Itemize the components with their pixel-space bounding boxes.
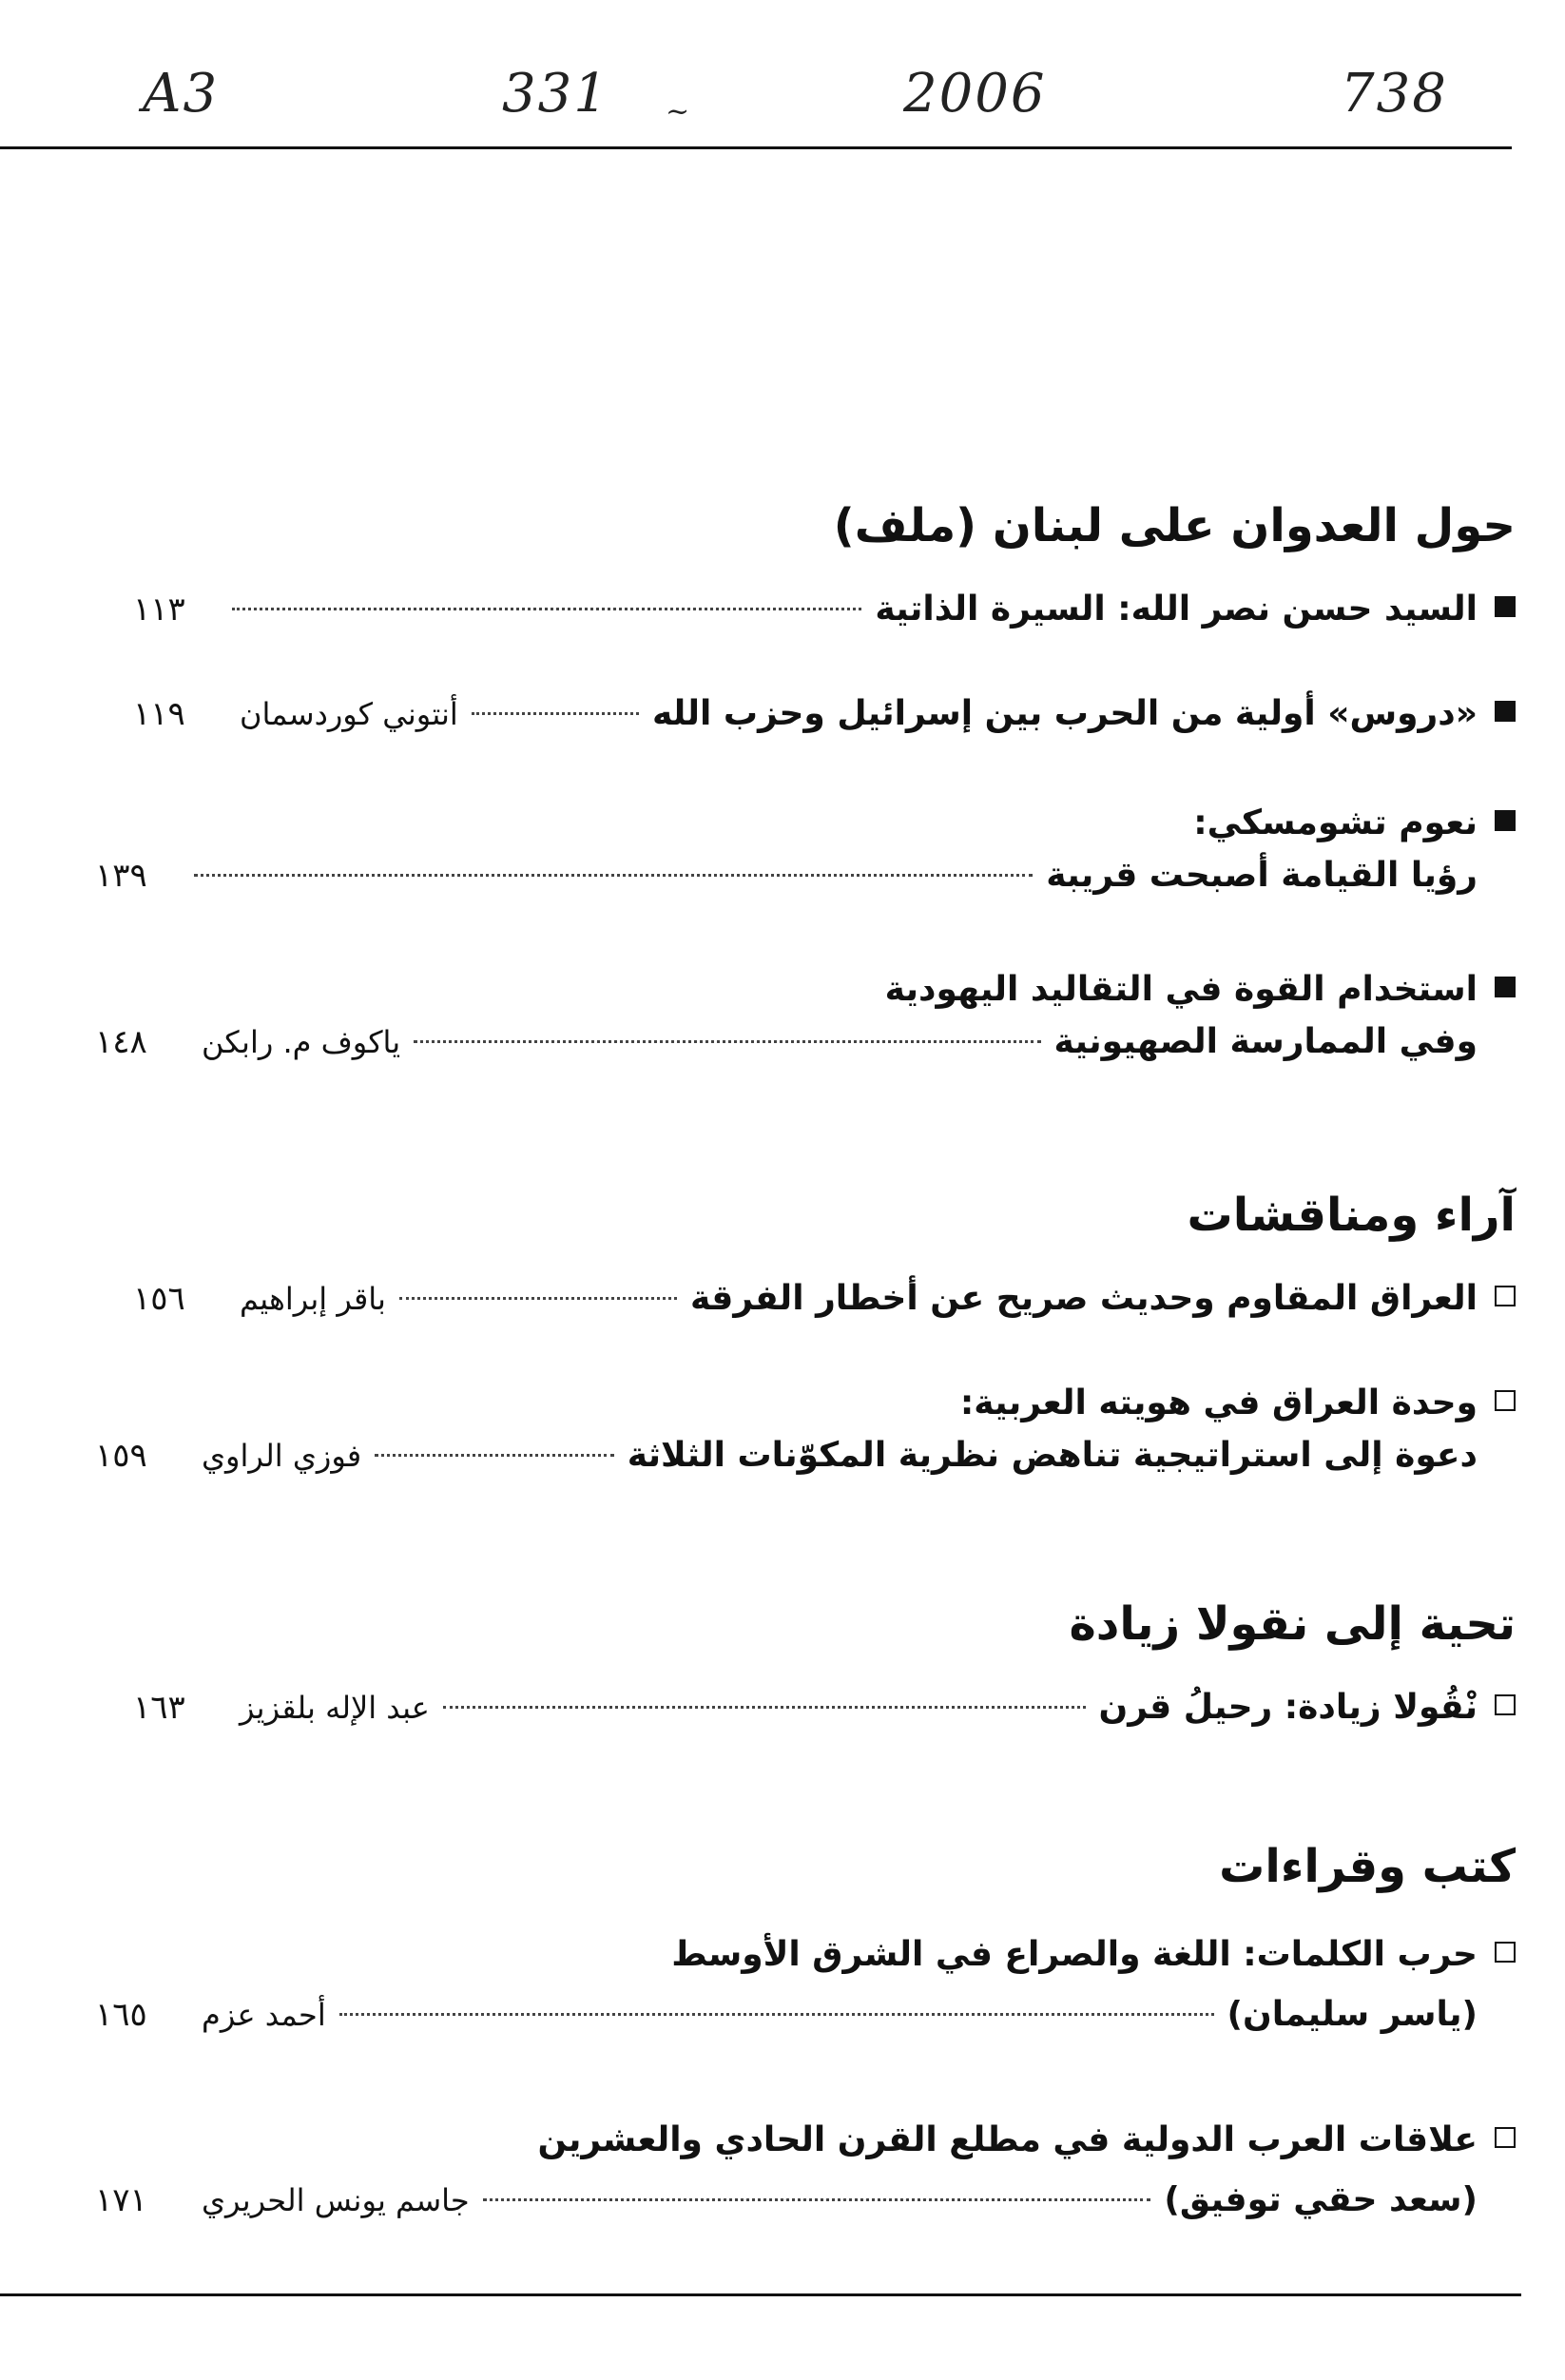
toc-entry[interactable]	[95, 1935, 1516, 2034]
handwritten-note-a3: A3	[143, 63, 220, 125]
section-heading: تحية إلى نقولا زيادة	[1069, 1597, 1516, 1651]
leader-dots	[399, 1297, 677, 1300]
leader-dots	[483, 2198, 1151, 2201]
page-number: ١٥٦	[133, 1280, 185, 1318]
square-bullet-icon	[1495, 2127, 1516, 2148]
leader-dots	[414, 1040, 1040, 1043]
entry-subtitle: وفي الممارسة الصهيونية	[1053, 1022, 1478, 1061]
handwritten-note-year: 2006	[903, 63, 1047, 125]
entry-subtitle: (ياسر سليمان)	[1227, 1995, 1478, 2034]
square-bullet-icon	[1495, 596, 1516, 617]
toc-entry[interactable]	[95, 2120, 1516, 2219]
square-bullet-icon	[1495, 1942, 1516, 1963]
page-number: ١١٩	[133, 695, 185, 733]
toc-entry[interactable]	[133, 1688, 1516, 1727]
section-heading: حول العدوان على لبنان (ملف)	[833, 499, 1516, 552]
page-number: ١٧١	[95, 2181, 147, 2219]
entry-title: حرب الكلمات: اللغة والصراع في الشرق الأوسط	[671, 1935, 1478, 1974]
entry-author: ياكوف م. رابكن	[202, 1024, 401, 1060]
leader-dots	[339, 2013, 1214, 2016]
page-number: ١٤٨	[95, 1023, 147, 1061]
entry-author: جاسم يونس الحريري	[202, 2182, 470, 2218]
toc-entry[interactable]	[133, 1279, 1516, 1318]
page-number: ١٦٥	[95, 1996, 147, 2034]
toc-entry[interactable]	[133, 590, 1516, 629]
square-bullet-icon	[1495, 977, 1516, 997]
square-bullet-icon	[1495, 701, 1516, 722]
toc-entry[interactable]	[95, 1383, 1516, 1475]
entry-title: استخدام القوة في التقاليد اليهودية	[884, 970, 1478, 1009]
page-number: ١٣٩	[95, 857, 147, 895]
entry-author: باقر إبراهيم	[240, 1281, 386, 1317]
entry-subtitle: رؤيا القيامة أصبحت قريبة	[1046, 856, 1478, 895]
toc-entry[interactable]	[95, 803, 1516, 895]
entry-title: العراق المقاوم وحديث صريح عن أخطار الفرقة	[689, 1279, 1478, 1318]
handwritten-note-call-number: 331	[502, 63, 609, 125]
entry-title: «دروس» أولية من الحرب بين إسرائيل وحزب الله	[651, 694, 1478, 733]
entry-author: أحمد عزم	[202, 1997, 326, 2033]
leader-dots	[375, 1454, 614, 1457]
entry-author: فوزي الراوي	[202, 1438, 362, 1474]
entry-author: عبد الإله بلقزيز	[240, 1690, 430, 1726]
entry-title: علاقات العرب الدولية في مطلع القرن الحادي والعشرين	[537, 2120, 1478, 2159]
square-bullet-icon	[1495, 810, 1516, 831]
leader-dots	[443, 1706, 1086, 1709]
page-number: ١٥٩	[95, 1437, 147, 1475]
section-heading: كتب وقراءات	[1219, 1840, 1516, 1893]
leader-dots	[232, 608, 861, 610]
section-title	[133, 1840, 1516, 1893]
toc-entry[interactable]	[95, 970, 1516, 1061]
square-bullet-icon	[1495, 1694, 1516, 1715]
leader-dots	[472, 712, 639, 715]
handwritten-mark: ~	[666, 95, 692, 128]
entry-title: السيد حسن نصر الله: السيرة الذاتية	[875, 590, 1478, 629]
entry-title: نْقُولا زيادة: رحيلُ قرن	[1098, 1688, 1478, 1727]
section-title	[133, 499, 1516, 552]
section-title	[133, 1189, 1516, 1242]
entry-title: نعوم تشومسكي:	[1193, 803, 1478, 842]
handwritten-note-number: 738	[1341, 63, 1448, 125]
entry-title: وحدة العراق في هويته العربية:	[959, 1383, 1478, 1422]
section-title	[133, 1597, 1516, 1651]
bottom-rule	[0, 2293, 1521, 2296]
page-number: ١١٣	[133, 590, 185, 629]
square-bullet-icon	[1495, 1286, 1516, 1306]
entry-subtitle: (سعد حقي توفيق)	[1164, 2180, 1478, 2219]
top-rule	[0, 146, 1512, 149]
page-number: ١٦٣	[133, 1689, 185, 1727]
entry-subtitle: دعوة إلى استراتيجية تناهض نظرية المكوّنات الثلاثة	[627, 1436, 1478, 1475]
leader-dots	[194, 874, 1033, 877]
toc-entry[interactable]	[133, 694, 1516, 733]
entry-author: أنتوني كوردسمان	[240, 696, 458, 732]
section-heading: آراء ومناقشات	[1187, 1189, 1516, 1242]
square-bullet-icon	[1495, 1390, 1516, 1411]
